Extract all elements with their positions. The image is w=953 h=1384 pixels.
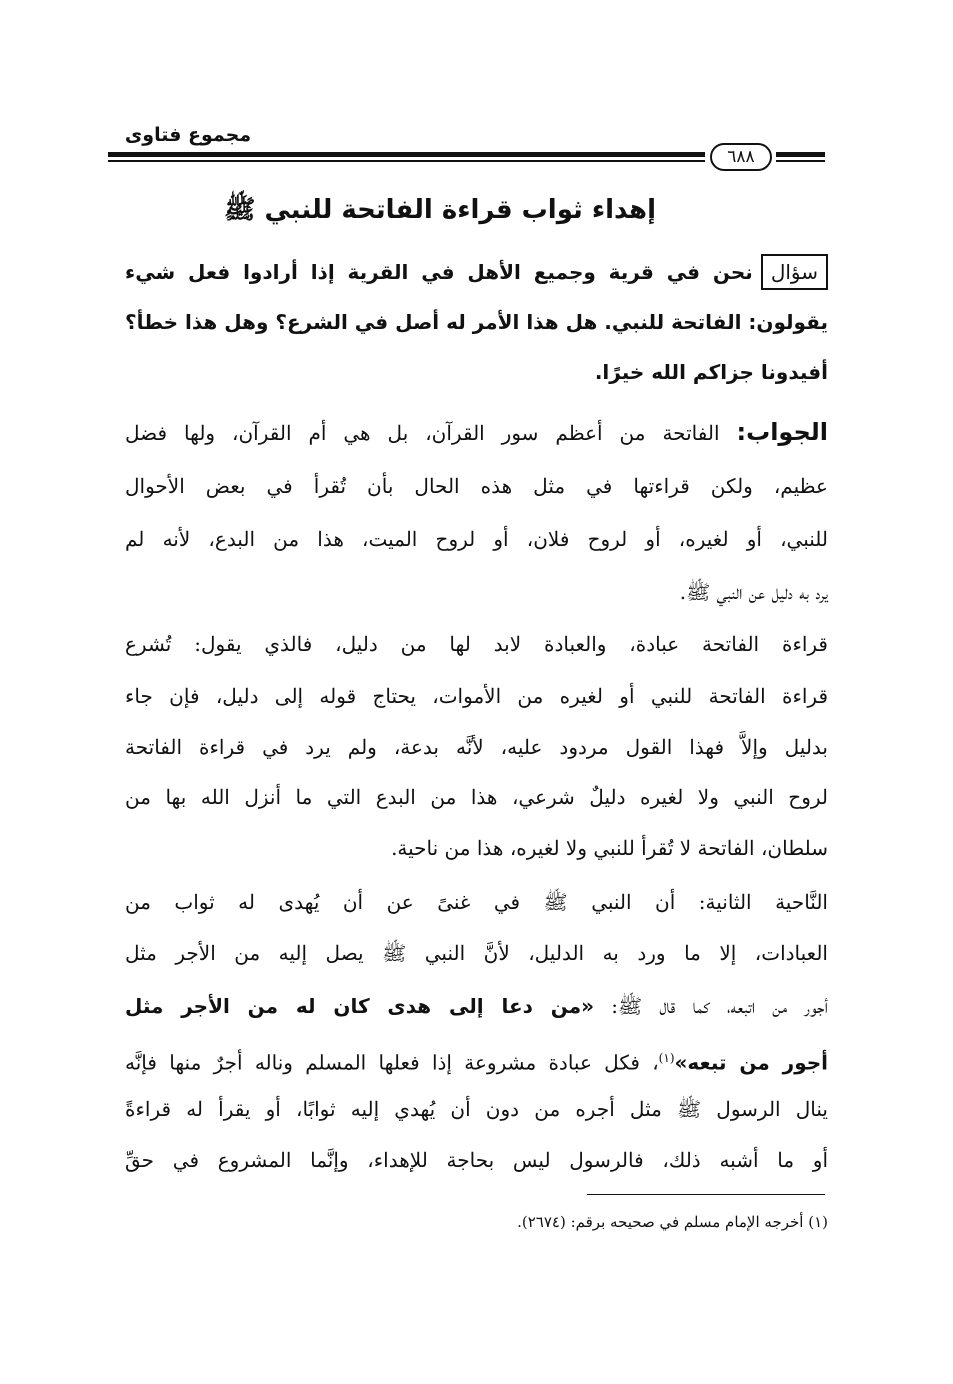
answer-line xyxy=(125,410,828,455)
answer-line: بدليل وإلاَّ فهذا القول مردود عليه، لأنَّه بدعة، ولم يرد في قراءة الفاتحة xyxy=(125,735,828,759)
footnote-ref: (١) xyxy=(658,1051,675,1065)
answer-text: أجور من اتبعه، كما قال ﷺ: xyxy=(611,994,828,1018)
footnote: (١) أخرجه الإمام مسلم في صحيحه برقم: (٢٦٧٤). xyxy=(517,1213,828,1231)
question-line: يقولون: الفاتحة للنبي. هل هذا الأمر له أصل في الشرع؟ وهل هذا خطأ؟ xyxy=(125,310,828,334)
answer-line xyxy=(125,984,828,1028)
answer-line: للنبي، أو لغيره، أو لروح فلان، أو لروح الميت، هذا من البدع، لأنه لم xyxy=(125,527,829,551)
question-label: سؤال xyxy=(761,254,828,290)
answer-line: سلطان، الفاتحة لا تُقرأ للنبي ولا لغيره، هذا من ناحية. xyxy=(391,836,828,860)
answer-line: العبادات، إلا ما ورد به الدليل، لأنَّ النبي ﷺ يصل إليه من الأجر مثل xyxy=(125,941,828,965)
hadith-quote: أجور من تبعه» xyxy=(674,1050,828,1075)
question-line: أفيدونا جزاكم الله خيرًا. xyxy=(594,360,828,384)
answer-line: أو ما أشبه ذلك، فالرسول ليس بحاجة للإهداء، وإنَّما المشروع في حقِّ xyxy=(125,1148,828,1172)
section-title: إهداء ثواب قراءة الفاتحة للنبي ﷺ xyxy=(223,195,656,225)
page-number: ٦٨٨ xyxy=(710,143,772,171)
header-rule xyxy=(108,152,705,162)
answer-line: قراءة الفاتحة عبادة، والعبادة لابد لها من دليل، فالذي يقول: تُشرع xyxy=(125,632,828,656)
footnote-separator xyxy=(587,1194,825,1195)
running-header-title: مجموع فتاوى xyxy=(124,124,252,146)
answer-line: لروح النبي ولا لغيره دليلٌ شرعي، هذا من البدع التي ما أنزل الله بها من xyxy=(125,785,828,809)
answer-text: الفاتحة من أعظم سور القرآن، بل هي أم القرآن، ولها فضل xyxy=(125,421,720,445)
question-line xyxy=(125,252,828,292)
header-rule-right xyxy=(776,152,825,162)
answer-line: يرد به دليل عن النبي ﷺ. xyxy=(679,580,828,604)
answer-label: الجواب: xyxy=(736,418,829,446)
hadith-quote: «من دعا إلى هدى كان له من الأجر مثل xyxy=(125,994,595,1018)
answer-line: عظيم، ولكن قراءتها في مثل هذه الحال بأن تُقرأ في بعض الأحوال xyxy=(125,474,828,498)
answer-line xyxy=(125,1036,828,1085)
answer-line: ينال الرسول ﷺ مثل أجره من دون أن يُهدي إليه ثوابًا، أو يقرأ له قراءةً xyxy=(125,1097,828,1121)
answer-text: ، فكل عبادة مشروعة إذا فعلها المسلم وناله أجرٌ منها فإنَّه xyxy=(125,1050,659,1075)
answer-line: قراءة الفاتحة للنبي أو لغيره من الأموات، يحتاج قوله إلى دليل، فإن جاء xyxy=(125,684,828,708)
answer-line: النَّاحية الثانية: أن النبي ﷺ في غنىً عن أن يُهدى له ثواب من xyxy=(125,890,828,914)
question-text: نحن في قرية وجميع الأهل في القرية إذا أرادوا فعل شيء xyxy=(125,260,753,284)
